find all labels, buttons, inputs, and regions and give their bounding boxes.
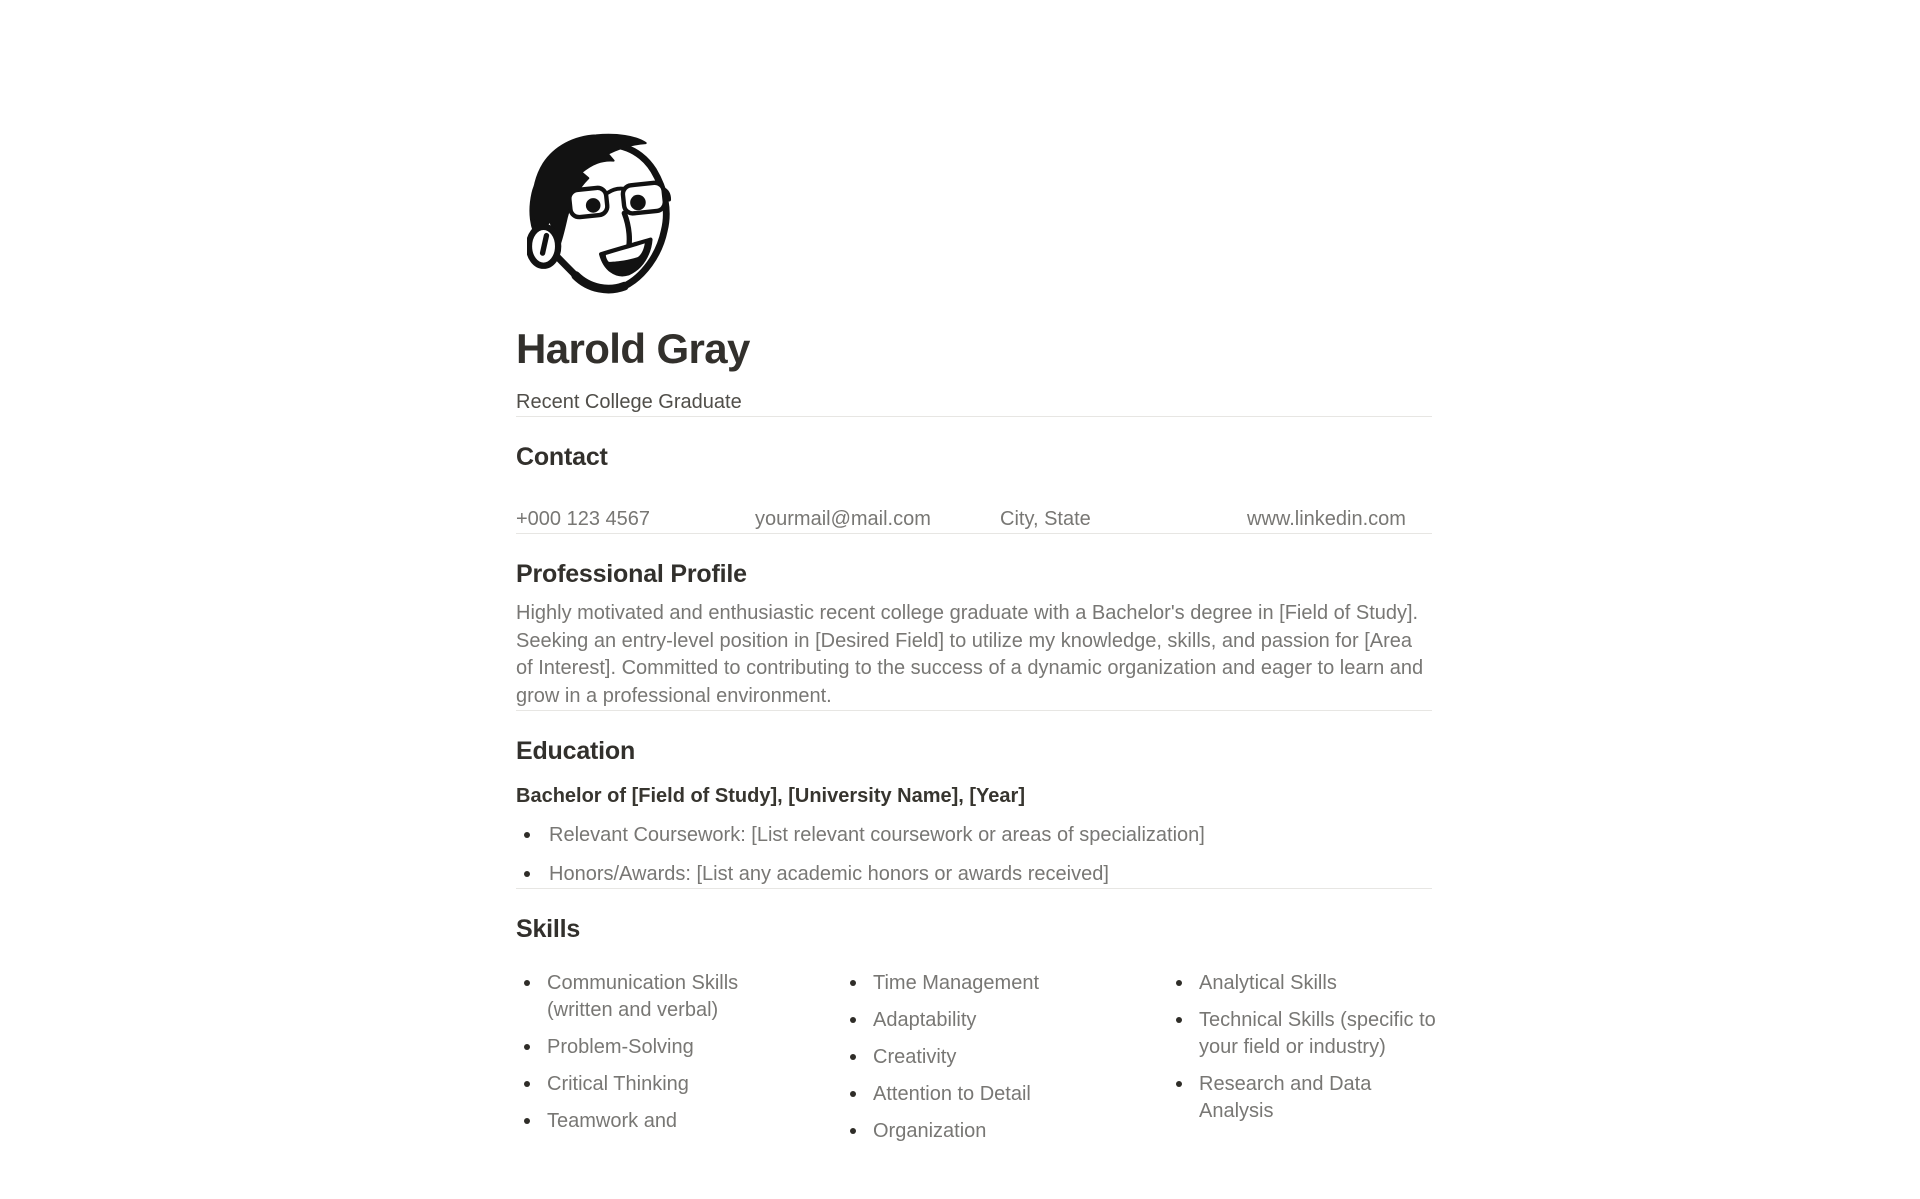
section-heading-contact: Contact (516, 443, 608, 471)
divider (516, 888, 1432, 889)
contact-phone: +000 123 4567 (516, 508, 651, 530)
list-item: Adaptability (842, 1007, 1122, 1034)
divider (516, 710, 1432, 711)
man-with-glasses-avatar-icon (527, 132, 673, 308)
list-item: Teamwork and (516, 1108, 796, 1135)
professional-profile-text: Highly motivated and enthusiastic recent college graduate with a Bachelor's degree in [Field of Study]. Seeking an entry-level position in [Desired Field] to utilize my knowledge, skills, and passion for [Area of Interest]. Committed to contributing to the success of a dynamic organization and eager to learn and grow in a professional environment. (516, 602, 1424, 707)
skills-column-2 (842, 970, 1122, 1145)
page-title: Harold Gray (516, 325, 750, 372)
page-subtitle: Recent College Graduate (516, 391, 742, 413)
divider (516, 533, 1432, 534)
list-item: Attention to Detail (842, 1081, 1122, 1108)
contact-website: www.linkedin.com (1247, 508, 1406, 530)
list-item: Relevant Coursework: [List relevant coursework or areas of specialization] (516, 821, 1432, 849)
list-item: Time Management (842, 970, 1122, 997)
divider (516, 416, 1432, 417)
list-item: Critical Thinking (516, 1071, 796, 1098)
list-item: Organization (842, 1118, 1122, 1145)
list-item: Communication Skills (written and verbal) (516, 970, 796, 1024)
contact-location: City, State (1000, 508, 1091, 530)
resume-page (516, 0, 1436, 1145)
list-item: Analytical Skills (1168, 970, 1448, 997)
skills-column-1 (516, 970, 796, 1145)
list-item: Problem-Solving (516, 1034, 796, 1061)
section-heading-education: Education (516, 737, 636, 765)
list-item: Creativity (842, 1044, 1122, 1071)
list-item: Research and Data Analysis (1168, 1071, 1448, 1125)
contact-row (516, 505, 1432, 533)
education-bullet-list (516, 821, 1432, 888)
education-degree-line: Bachelor of [Field of Study], [University Name], [Year] (516, 785, 1025, 807)
skills-columns (516, 970, 1436, 1145)
section-heading-professional-profile: Professional Profile (516, 560, 747, 588)
list-item: Technical Skills (specific to your field or industry) (1168, 1007, 1448, 1061)
contact-email: yourmail@mail.com (755, 508, 931, 530)
skills-column-3 (1168, 970, 1448, 1145)
section-heading-skills: Skills (516, 915, 581, 943)
list-item: Honors/Awards: [List any academic honors or awards received] (516, 860, 1432, 888)
